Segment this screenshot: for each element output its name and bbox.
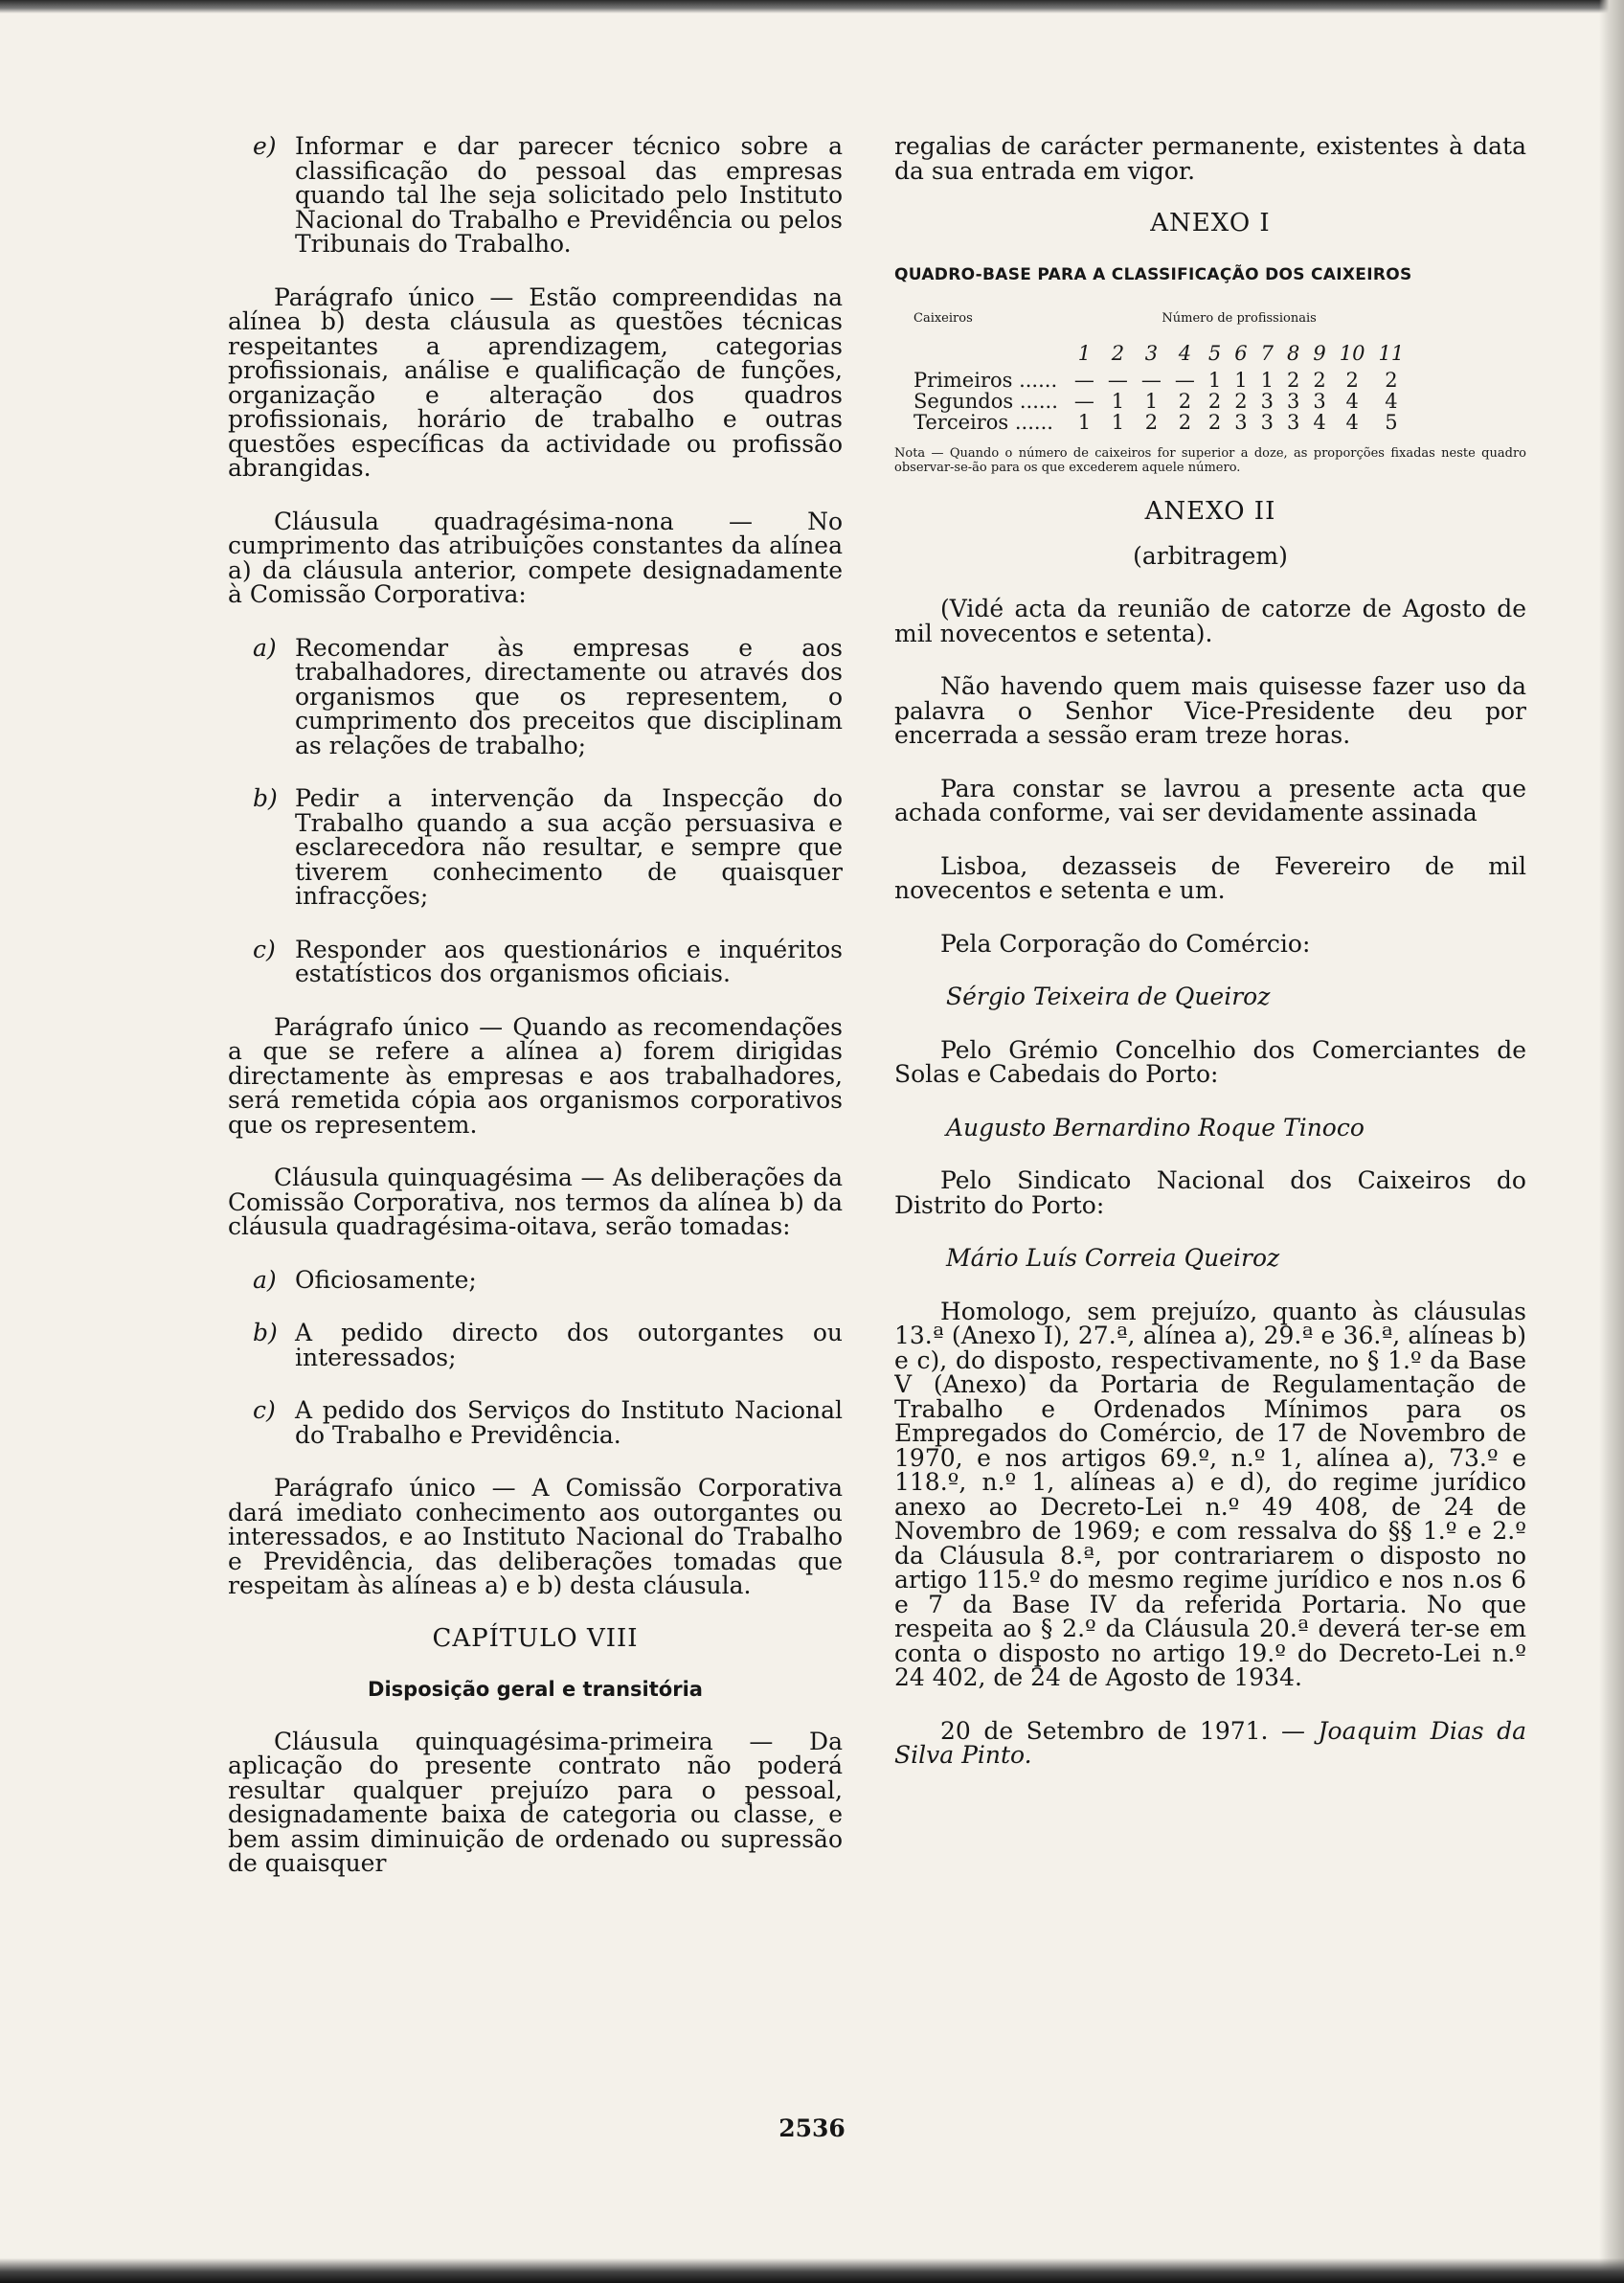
- closing-date: 20 de Setembro de 1971. —: [940, 1716, 1305, 1745]
- item-text: Pedir a intervenção da Inspecção do Trabalho quando a sua acção persuasiva e esclarecedora não resultar, e sempre que tiverem conhecimento de quaisquer infracções;: [295, 784, 843, 910]
- column-header-caixeiros: Caixeiros: [914, 311, 973, 326]
- item-text: A pedido directo dos outorgantes ou interessados;: [295, 1319, 843, 1371]
- para-constar-paragraph: Para constar se lavrou a presente acta que achada conforme, vai ser devidamente assinada: [894, 774, 1526, 826]
- table-cell: —: [1174, 369, 1195, 392]
- table-cell: 3: [1287, 390, 1300, 413]
- quadro-base-table: [894, 308, 1410, 433]
- table-cell: 1: [1260, 369, 1274, 392]
- page-scan-edge-top: [0, 0, 1624, 13]
- item-text: A pedido dos Serviços do Instituto Nacional do Trabalho e Previdência.: [295, 1396, 843, 1449]
- signature-2: Augusto Bernardino Roque Tinoco: [946, 1113, 1365, 1142]
- table-cell: —: [1107, 369, 1128, 392]
- table-cell: —: [1073, 369, 1094, 392]
- table-cell: 3: [1260, 390, 1274, 413]
- item-label: c): [253, 935, 276, 963]
- paragrafo-unico-3: Parágrafo único — A Comissão Corporativa dará imediato conhecimento aos outorgantes ou interessados, e ao Instituto Nacional do Trabalho e Previdência, das deliberações tomadas que respeitam às alíneas a) e b) desta cláusula.: [228, 1474, 843, 1599]
- table-row: [894, 412, 1410, 433]
- signature-3: Mário Luís Correia Queiroz: [946, 1244, 1280, 1272]
- item-label: e): [253, 132, 277, 160]
- closing-signature: Joaquim Dias da Silva Pinto.: [894, 1716, 1526, 1769]
- table-cell: 4: [1385, 390, 1398, 413]
- table-cell: 2: [1178, 411, 1192, 434]
- page-scan-edge-bottom: [0, 2258, 1624, 2283]
- table-cell: 3: [1234, 411, 1248, 434]
- item-text: Informar e dar parecer técnico sobre a classificação do pessoal das empresas quando tal lhe seja solicitado pelo Instituto Nacional do Trabalho e Previdência ou pelos Tribunais do Trabalho.: [295, 132, 843, 258]
- table-cell: —: [1140, 369, 1162, 392]
- table-number-row: [894, 343, 1410, 370]
- list-item-b: [253, 1321, 843, 1369]
- table-cell: 2: [1207, 411, 1222, 434]
- list-item-a: [253, 633, 843, 759]
- item-text: Responder aos questionários e inquéritos estatísticos dos organismos oficiais.: [295, 935, 843, 987]
- pela-corporacao: Pela Corporação do Comércio:: [940, 929, 1311, 958]
- table-cell: 1: [1234, 369, 1248, 392]
- item-label: a): [253, 1265, 277, 1294]
- list-item-c: [253, 935, 843, 987]
- row-label: Terceiros ......: [914, 411, 1053, 434]
- table-title: QUADRO-BASE PARA A CLASSIFICAÇÃO DOS CAIXEIROS: [894, 264, 1412, 284]
- table-cell: 2: [1144, 411, 1159, 434]
- list-item-b: [253, 786, 843, 909]
- table-cell: 1: [1077, 411, 1092, 434]
- table-cell: 1: [1111, 390, 1125, 413]
- table-cell: 4: [1313, 411, 1326, 434]
- table-cell: 3: [1144, 342, 1159, 365]
- lisboa-date-paragraph: Lisboa, dezasseis de Fevereiro de mil novecentos e setenta e um.: [894, 851, 1526, 904]
- table-cell: 3: [1313, 390, 1326, 413]
- table-cell: 10: [1339, 342, 1365, 365]
- pelo-gremio: Pelo Grémio Concelhio dos Comerciantes de Solas e Cabedais do Porto:: [894, 1035, 1526, 1088]
- table-cell: 2: [1287, 369, 1300, 392]
- list-item-a: [253, 1265, 843, 1294]
- table-cell: —: [1073, 390, 1094, 413]
- table-cell: 2: [1234, 390, 1248, 413]
- left-column: [228, 134, 843, 1905]
- table-note: Nota — Quando o número de caixeiros for superior a doze, as proporções fixadas neste quadro observar-se-ão para os que excederem aquele número.: [894, 446, 1526, 475]
- vide-paragraph: (Vidé acta da reunião de catorze de Agosto de mil novecentos e setenta).: [894, 595, 1526, 647]
- table-cell: 7: [1260, 342, 1274, 365]
- table-cell: 5: [1207, 342, 1222, 365]
- closing-date-line: [894, 1716, 1526, 1769]
- item-text: Recomendar às empresas e aos trabalhadores, directamente ou através dos organismos que os representem, o cumprimento dos preceitos que disciplinam as relações de trabalho;: [295, 633, 843, 759]
- item-label: c): [253, 1396, 276, 1424]
- column-header-numero: Número de profissionais: [1162, 311, 1317, 326]
- table-cell: 2: [1207, 390, 1222, 413]
- table-row: [894, 370, 1410, 391]
- table-header-row: [894, 308, 1410, 343]
- table-cell: 4: [1345, 411, 1359, 434]
- item-label: b): [253, 784, 278, 812]
- page-number: 2536: [778, 2114, 846, 2142]
- table-cell: 1: [1077, 342, 1092, 365]
- anexo-1-heading: ANEXO I: [1150, 209, 1271, 237]
- row-label: Primeiros ......: [914, 369, 1058, 392]
- table-cell: 1: [1111, 411, 1125, 434]
- table-cell: 2: [1111, 342, 1125, 365]
- list-item-e: [253, 134, 843, 257]
- table-cell: 9: [1313, 342, 1326, 365]
- table-cell: 2: [1178, 390, 1192, 413]
- paragrafo-unico-2: Parágrafo único — Quando as recomendações a que se refere a alínea a) forem dirigidas directamente às empresas e aos trabalhadores, será remetida cópia aos organismos corporativos que os representem.: [228, 1012, 843, 1139]
- row-label: Segundos ......: [914, 390, 1058, 413]
- item-label: b): [253, 1319, 278, 1346]
- nao-havendo-paragraph: Não havendo quem mais quisesse fazer uso da palavra o Senhor Vice-Presidente deu por encerrada a sessão eram treze horas.: [894, 672, 1526, 749]
- signature-1: Sérgio Teixeira de Queiroz: [946, 983, 1271, 1010]
- list-item-c: [253, 1398, 843, 1447]
- table-cell: 4: [1178, 342, 1192, 365]
- paragrafo-unico-1: Parágrafo único — Estão compreendidas na alínea b) desta cláusula as questões técnicas respeitantes a aprendizagem, categorias profissionais, análise e qualificação de funções, organização e alteração dos quadros profissionais, horário de trabalho e outras questões específicas da actividade ou profissão abrangidas.: [228, 283, 843, 482]
- chapter-heading: CAPÍTULO VIII: [432, 1623, 639, 1653]
- clausula-50: Cláusula quinquagésima — As deliberações da Comissão Corporativa, nos termos da alínea b) da cláusula quadragésima-oitava, serão tomadas:: [228, 1164, 843, 1240]
- table-cell: 1: [1144, 390, 1159, 413]
- pelo-sindicato: Pelo Sindicato Nacional dos Caixeiros do Distrito do Porto:: [894, 1166, 1526, 1219]
- table-cell: 2: [1385, 369, 1398, 392]
- table-cell: 6: [1234, 342, 1248, 365]
- table-cell: [894, 343, 1068, 370]
- right-column: [894, 134, 1526, 1797]
- table-cell: 2: [1345, 369, 1359, 392]
- anexo-2-heading: ANEXO II: [1144, 497, 1276, 526]
- table-cell: 8: [1287, 342, 1300, 365]
- table-cell: 2: [1313, 369, 1326, 392]
- table-cell: 4: [1345, 390, 1359, 413]
- item-text: Oficiosamente;: [295, 1265, 477, 1294]
- anexo-2-subtitle: (arbitragem): [1133, 541, 1288, 570]
- table-cell: 3: [1287, 411, 1300, 434]
- table-cell: 3: [1260, 411, 1274, 434]
- clausula-51: Cláusula quinquagésima-primeira — Da aplicação do presente contrato não poderá resultar qualquer prejuízo para o pessoal, designadamente baixa de categoria ou classe, e bem assim diminuição de ordenado ou supressão de quaisquer: [228, 1727, 843, 1877]
- item-label: a): [253, 633, 277, 662]
- chapter-subheading: Disposição geral e transitória: [368, 1678, 703, 1701]
- table-cell: 1: [1207, 369, 1222, 392]
- clausula-49: Cláusula quadragésima-nona — No cumprimento das atribuições constantes da alínea a) da cláusula anterior, compete designadamente à Comissão Corporativa:: [228, 507, 843, 608]
- page-scan-edge-right: [1599, 0, 1624, 2283]
- table-row: [894, 391, 1410, 412]
- table-cell: 11: [1378, 342, 1405, 365]
- homologo-paragraph: Homologo, sem prejuízo, quanto às cláusulas 13.ª (Anexo I), 27.ª, alínea a), 29.ª e 36.ª, alíneas b) e c), do disposto, respectivamente, no § 1.º da Base V (Anexo) da Portaria de Regulamentação de Trabalho e Ordenados Mínimos para os Empregados do Comércio, de 17 de Novembro de 1970, e nos artigos 69.º, n.º 1, alínea a), 73.º e 118.º, n.º 1, alíneas a) e d), do regime jurídico anexo ao Decreto-Lei n.º 49 408, de 24 de Novembro de 1969; e com ressalva do §§ 1.º e 2.º da Cláusula 8.ª, por contrariarem o disposto no artigo 115.º do mesmo regime jurídico e nos n.os 6 e 7 da Base IV da referida Portaria. No que respeita ao § 2.º da Cláusula 20.ª deverá ter-se em conta o disposto no artigo 19.º do Decreto-Lei n.º 24 402, de 24 de Agosto de 1934.: [894, 1297, 1526, 1691]
- table-cell: 5: [1385, 411, 1398, 434]
- continuation-text: regalias de carácter permanente, existentes à data da sua entrada em vigor.: [894, 134, 1526, 185]
